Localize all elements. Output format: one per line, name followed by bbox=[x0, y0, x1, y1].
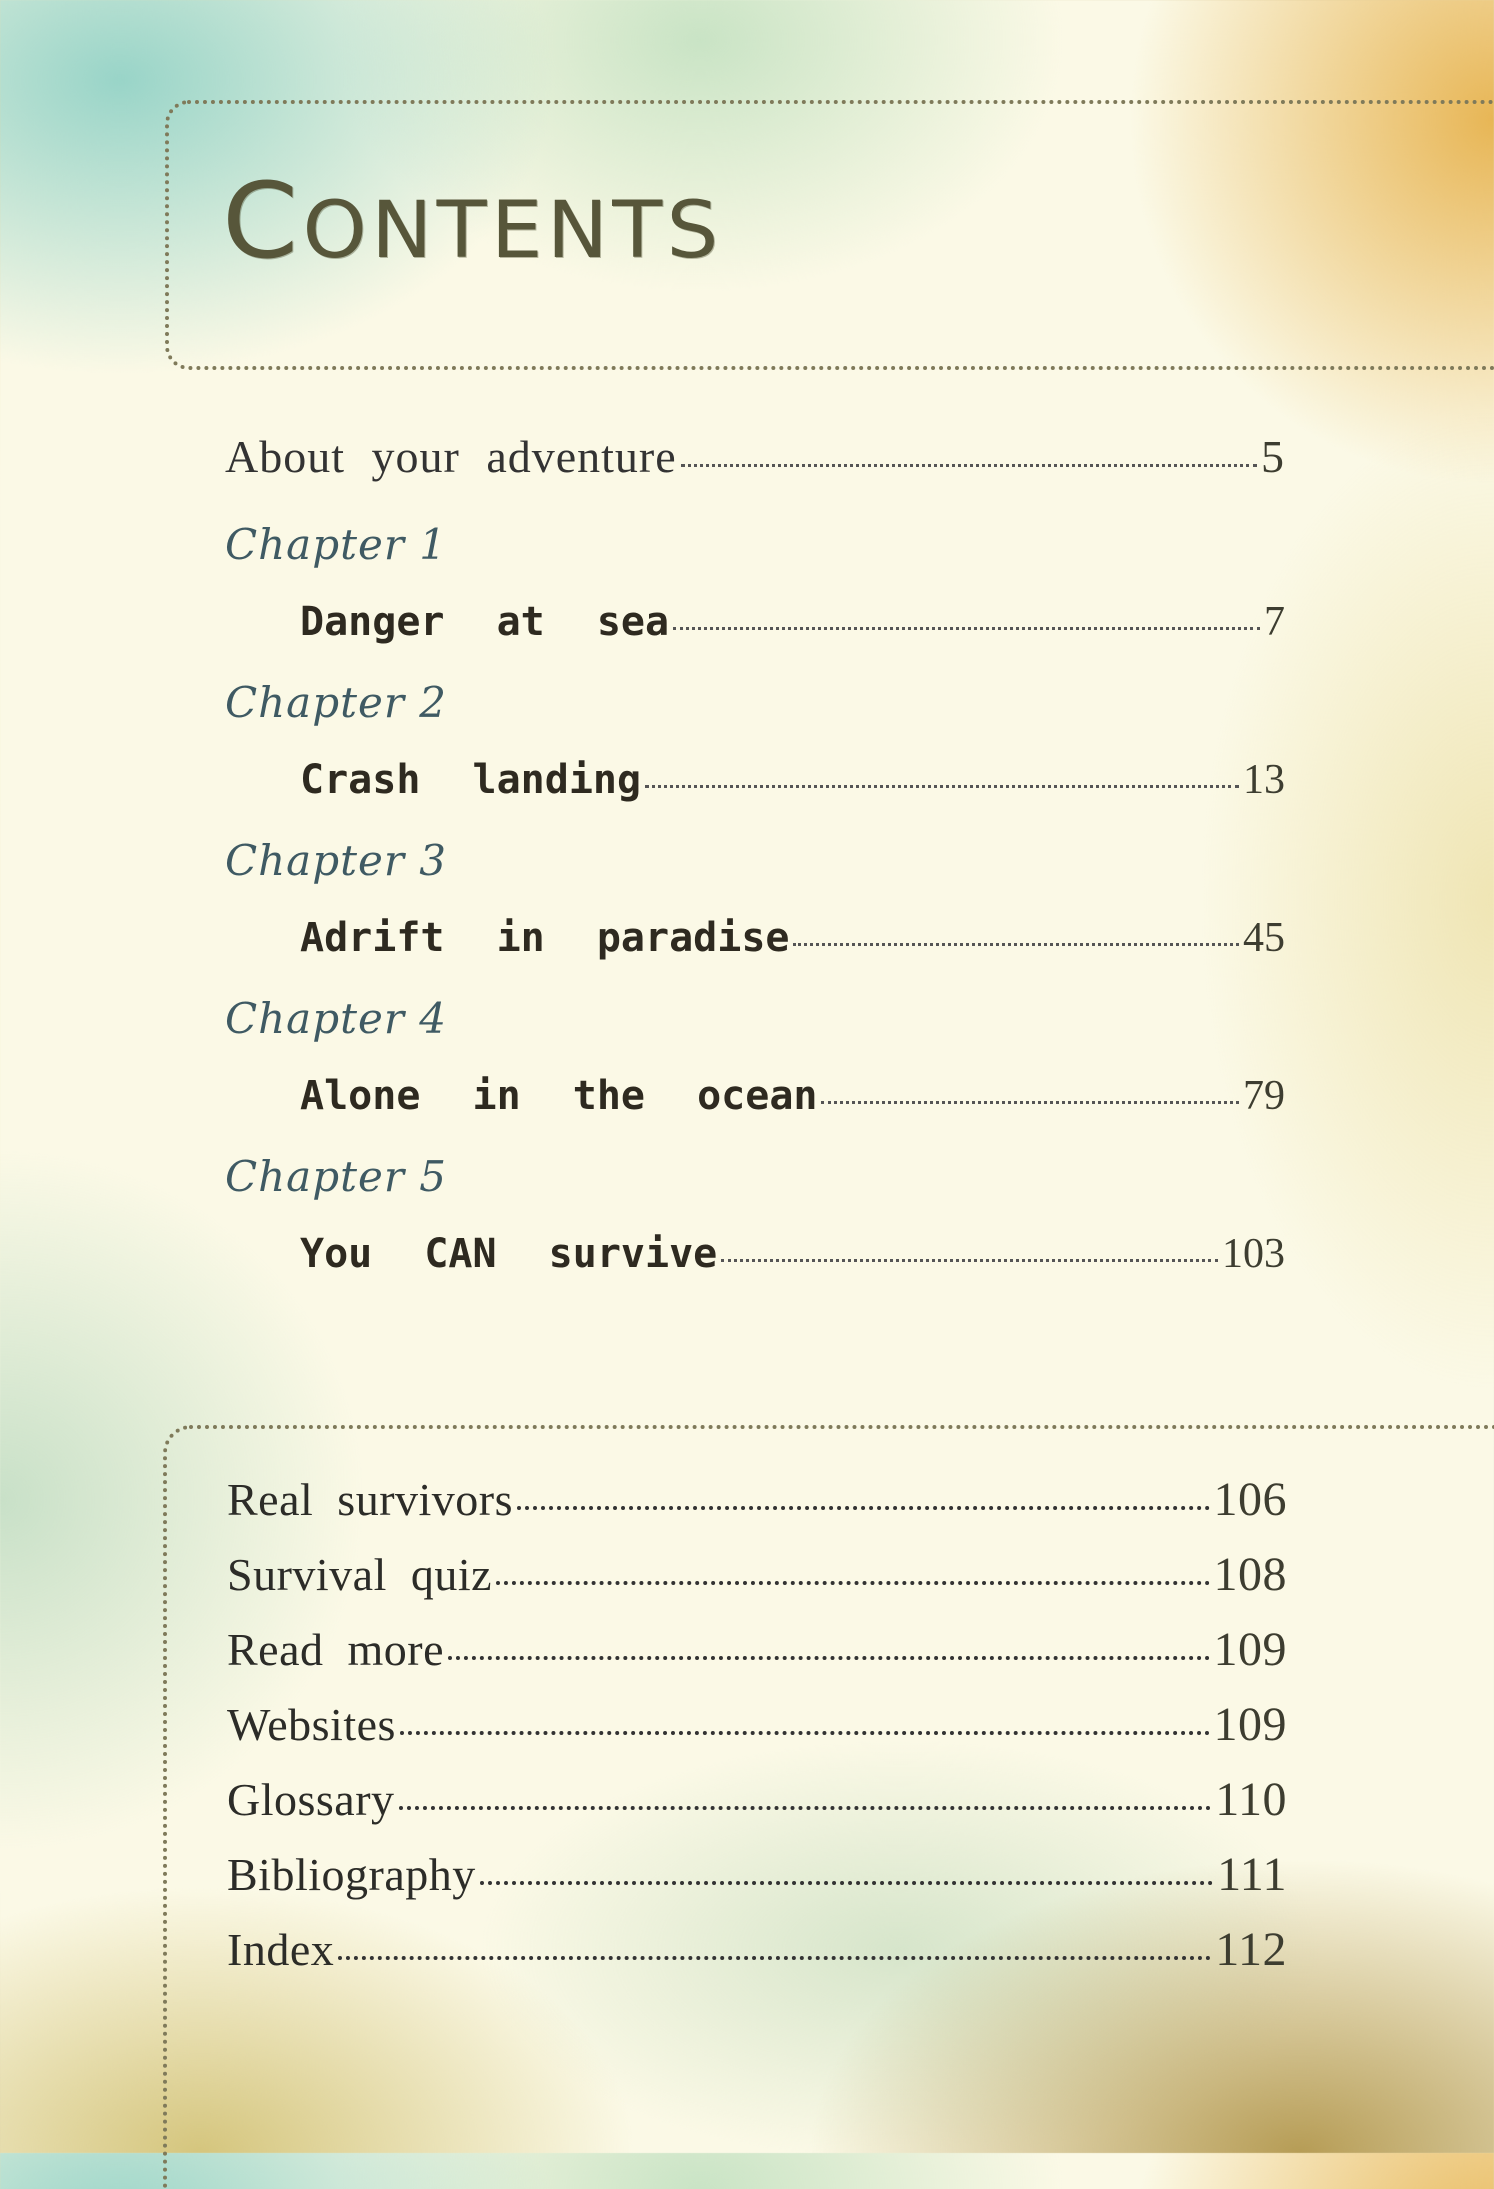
toc-page-number: 109 bbox=[1213, 1623, 1287, 1676]
page-title bbox=[222, 160, 723, 282]
toc-entry-label: About your adventure bbox=[225, 431, 677, 482]
toc-page-number: 111 bbox=[1217, 1848, 1287, 1901]
toc-entry-about[interactable] bbox=[225, 430, 1285, 483]
toc-page-number: 79 bbox=[1243, 1073, 1285, 1119]
chapter-title: Alone in the ocean bbox=[300, 1073, 818, 1119]
dot-leader bbox=[517, 1506, 1209, 1510]
toc-page-number: 103 bbox=[1222, 1231, 1285, 1277]
toc-entry-chapter-5[interactable] bbox=[300, 1230, 1285, 1278]
toc-entry-label: Real survivors bbox=[227, 1474, 514, 1525]
toc-page-number: 5 bbox=[1261, 431, 1285, 482]
toc-entry-chapter-1[interactable] bbox=[300, 598, 1285, 646]
toc-page-number: 112 bbox=[1215, 1923, 1287, 1976]
toc-page-number: 110 bbox=[1215, 1773, 1287, 1826]
toc-entry-read-more[interactable] bbox=[227, 1622, 1287, 1677]
toc-entry-survival-quiz[interactable] bbox=[227, 1547, 1287, 1602]
toc-entry-index[interactable] bbox=[227, 1922, 1287, 1977]
dot-leader bbox=[721, 1259, 1218, 1262]
chapter-title: Adrift in paradise bbox=[300, 915, 790, 961]
chapter-label: Chapter 4 bbox=[225, 994, 447, 1043]
dot-leader bbox=[400, 1731, 1210, 1735]
toc-page-number: 13 bbox=[1243, 757, 1285, 803]
dot-leader bbox=[681, 464, 1257, 467]
dot-leader bbox=[793, 943, 1239, 946]
toc-entry-glossary[interactable] bbox=[227, 1772, 1287, 1827]
dot-leader bbox=[645, 785, 1239, 788]
title-rest: ONTENTS bbox=[302, 186, 723, 276]
dot-leader bbox=[673, 627, 1260, 630]
chapter-label: Chapter 5 bbox=[225, 1152, 447, 1201]
toc-entry-bibliography[interactable] bbox=[227, 1847, 1287, 1902]
chapter-label: Chapter 2 bbox=[225, 678, 447, 727]
toc-entry-chapter-4[interactable] bbox=[300, 1072, 1285, 1120]
chapter-label: Chapter 3 bbox=[225, 836, 447, 885]
toc-page-number: 106 bbox=[1213, 1473, 1287, 1526]
toc-page-number: 108 bbox=[1213, 1548, 1287, 1601]
toc-page-number: 109 bbox=[1213, 1698, 1287, 1751]
chapter-title: You CAN survive bbox=[300, 1231, 718, 1277]
dot-leader bbox=[338, 1956, 1211, 1960]
toc-entry-chapter-3[interactable] bbox=[300, 914, 1285, 962]
toc-entry-label: Index bbox=[227, 1924, 335, 1975]
toc-entry-label: Survival quiz bbox=[227, 1549, 493, 1600]
toc-entry-label: Bibliography bbox=[227, 1849, 476, 1900]
toc-entry-chapter-2[interactable] bbox=[300, 756, 1285, 804]
dot-leader bbox=[480, 1881, 1213, 1885]
toc-entry-real-survivors[interactable] bbox=[227, 1472, 1287, 1527]
dot-leader bbox=[448, 1656, 1209, 1660]
toc-page-number: 7 bbox=[1264, 599, 1285, 645]
toc-entry-label: Read more bbox=[227, 1624, 445, 1675]
dot-leader bbox=[821, 1101, 1239, 1104]
toc-entry-websites[interactable] bbox=[227, 1697, 1287, 1752]
title-initial: C bbox=[222, 160, 303, 282]
chapter-title: Crash landing bbox=[300, 757, 642, 803]
chapter-title: Danger at sea bbox=[300, 599, 670, 645]
toc-page-number: 45 bbox=[1243, 915, 1285, 961]
toc-entry-label: Glossary bbox=[227, 1774, 395, 1825]
dot-leader bbox=[496, 1581, 1209, 1585]
chapter-label: Chapter 1 bbox=[225, 520, 447, 569]
dot-leader bbox=[399, 1806, 1212, 1810]
toc-entry-label: Websites bbox=[227, 1699, 396, 1750]
